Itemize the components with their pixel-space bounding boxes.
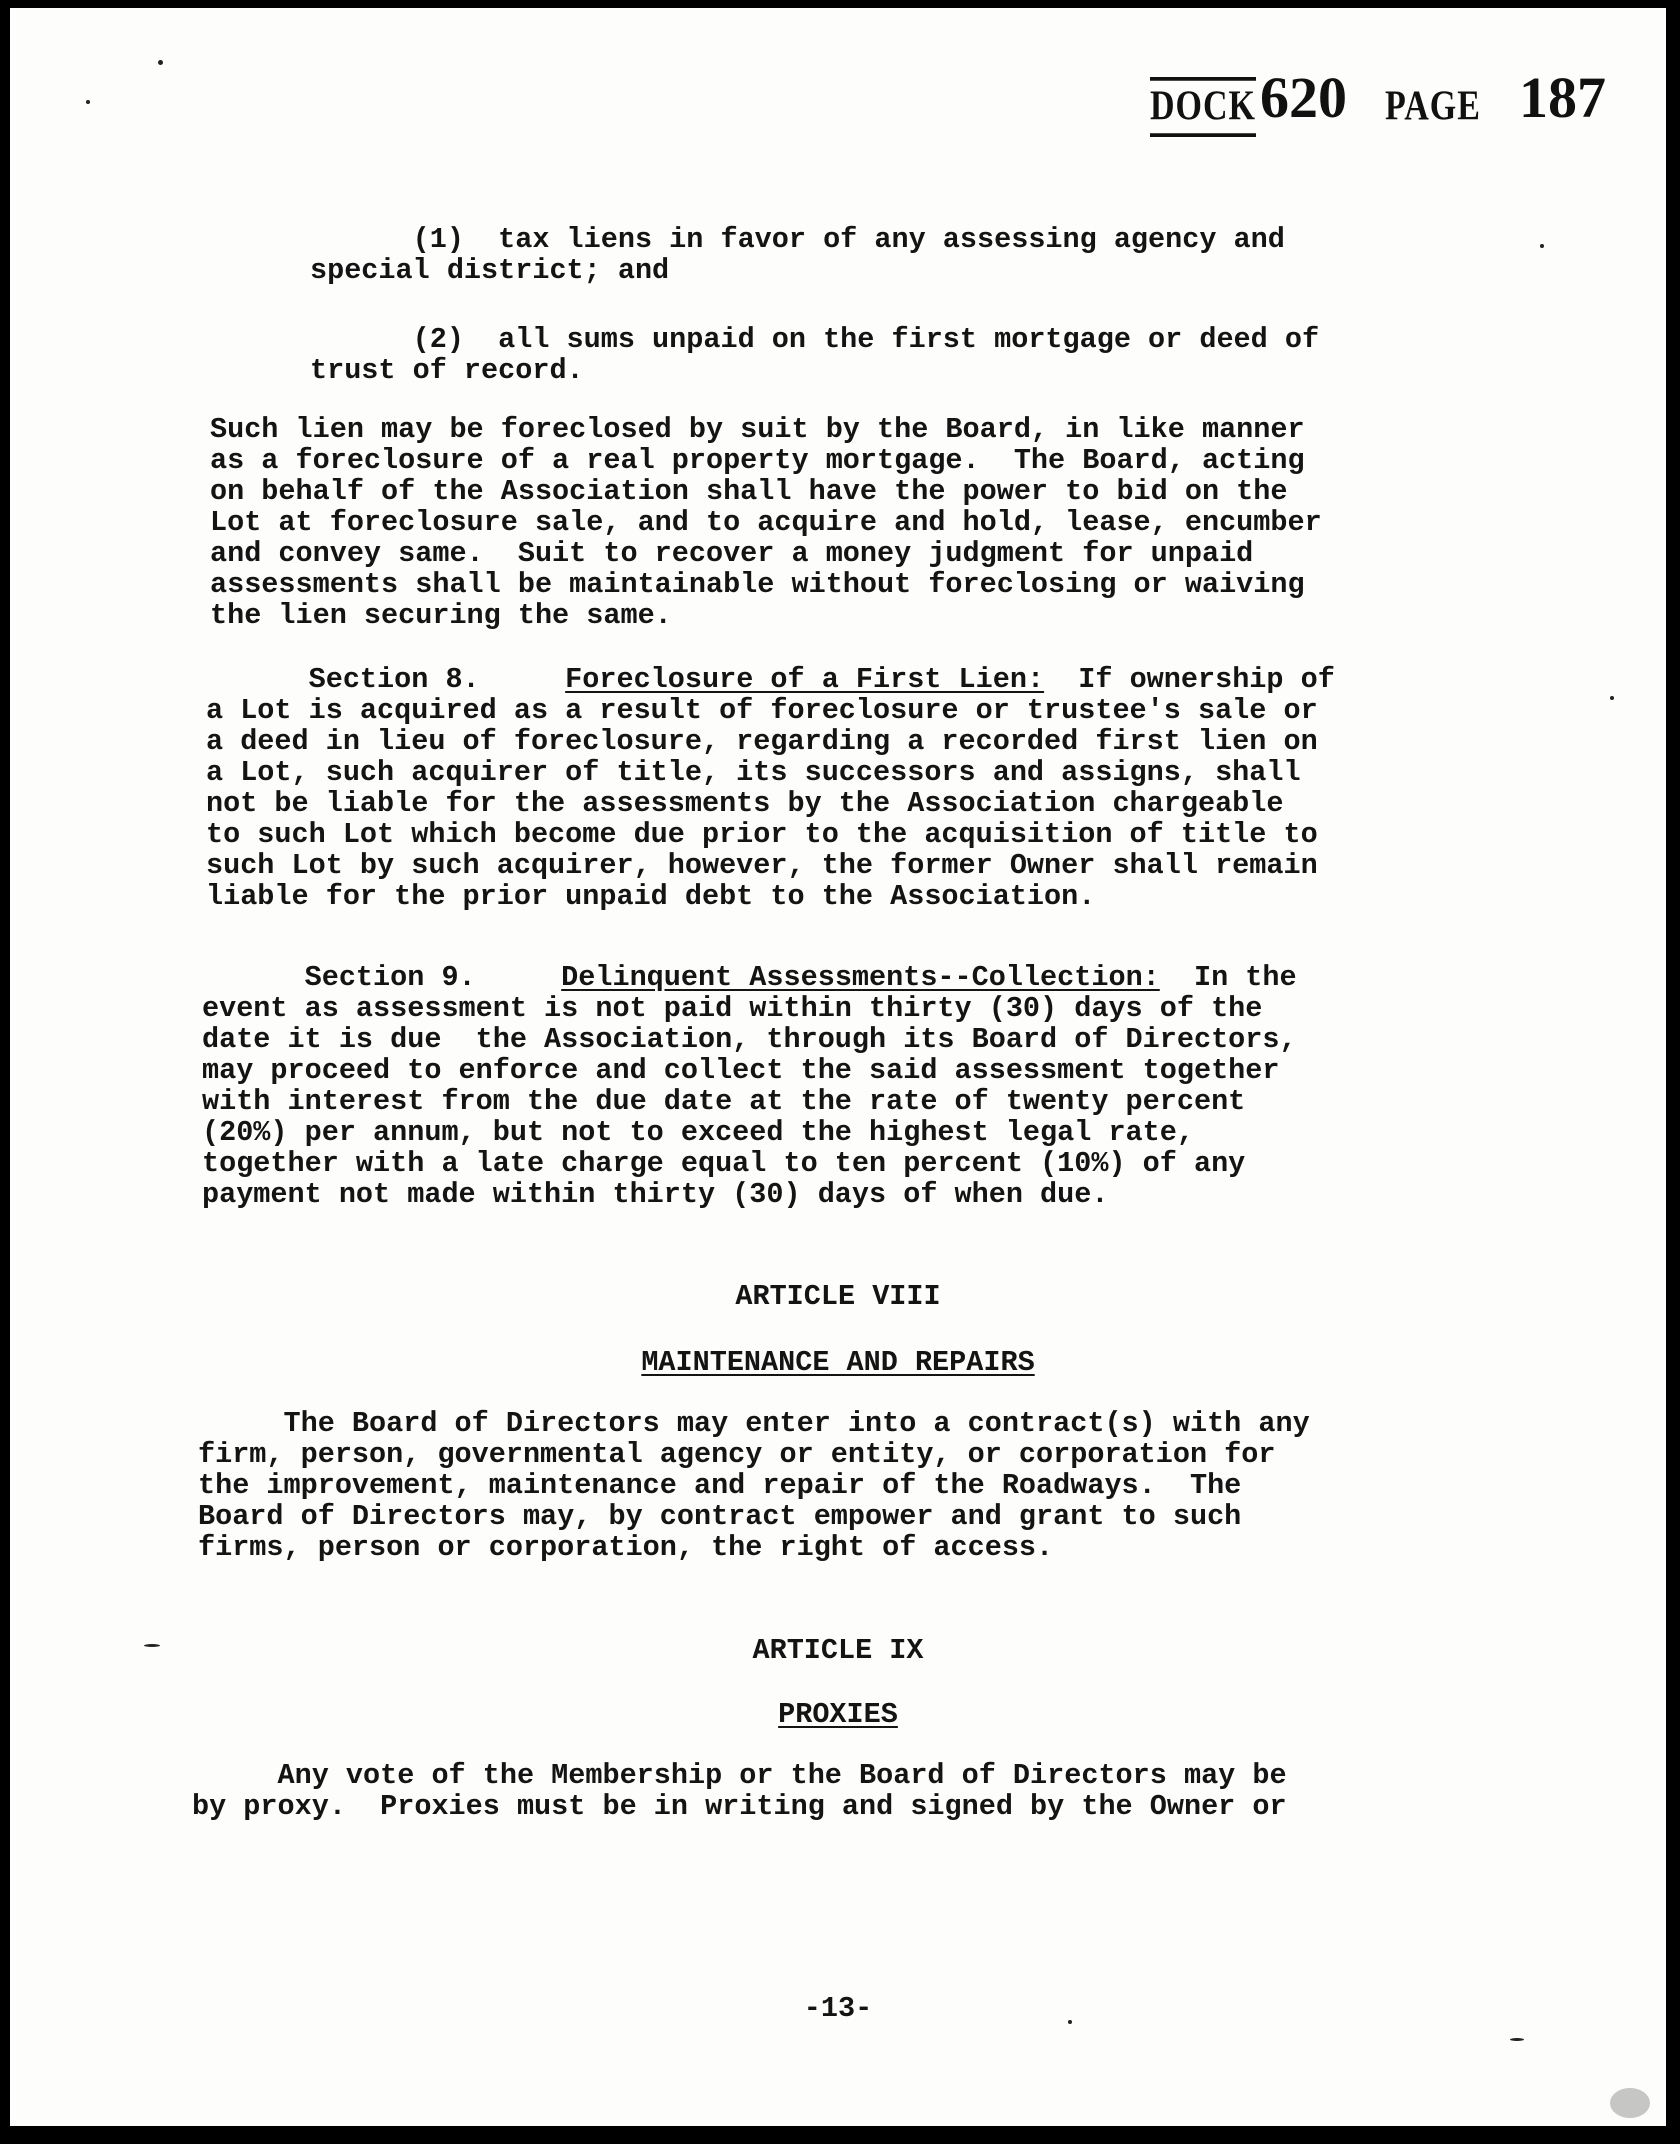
book-page-stamp [1150,64,1606,131]
section-9 [202,962,1297,1210]
clause-2: (2) all sums unpaid on the first mortgage or deed of trust of record. [310,323,1320,387]
book-label: DOCK [1150,77,1256,137]
book-number: 620 [1260,65,1347,130]
scan-speck [144,1644,160,1647]
article-9-title: ARTICLE IX [752,1634,924,1667]
section-9-heading: Delinquent Assessments--Collection: [561,961,1160,994]
scan-speck [86,100,90,104]
scan-noise [1610,2088,1650,2118]
scan-speck [1540,244,1544,248]
section-9-number: Section 9. [202,961,562,994]
article-8-heading-wrap [10,1346,1666,1379]
section-9-body: event as assessment is not paid within thirty (30) days of the date it is due the Association, through its Board of Directors, may proceed to enforce and collect the said assessment together with interest from the due date at the rate of twenty percent (20%) per annum, but not to exceed the highest legal rate, together with a late charge equal to ten percent (10%) of any payment not made within thirty (30) days of when due. [202,992,1297,1211]
stamp-page-number: 187 [1518,65,1606,130]
scan-speck [1068,2020,1072,2024]
scan-speck [1610,696,1614,700]
article-9-heading: PROXIES [778,1698,898,1731]
page-label: PAGE [1385,83,1481,130]
scan-speck [1510,2038,1524,2041]
section-8-heading: Foreclosure of a First Lien: [565,663,1045,696]
document-page [10,8,1666,2126]
article-9-body: Any vote of the Membership or the Board of Directors may be by proxy. Proxies must be in writing and signed by the Owner or [192,1759,1287,1823]
page-number: -13- [803,1992,873,2025]
section-8-body: a Lot is acquired as a result of foreclosure or trustee's sale or a deed in lieu of foreclosure, regarding a recorded first lien on a Lot, such acquirer of title, its successors and assigns, shall not be liable for the assessments by the Association chargeable to such Lot which become due prior to the acquisition of title to such Lot by such acquirer, however, the former Owner shall remain liable for the prior unpaid debt to the Association. [206,694,1318,913]
scan-speck [158,60,163,65]
section-8-number: Section 8. [206,663,566,696]
article-8-body: The Board of Directors may enter into a contract(s) with any firm, person, governmental agency or entity, or corporation for the improvement, maintenance and repair of the Roadways. The Board of Directors may, by contract empower and grant to such firms, person or corporation, the right of access. [198,1407,1310,1564]
lien-paragraph: Such lien may be foreclosed by suit by the Board, in like manner as a foreclosure of a real property mortgage. The Board, acting on behalf of the Association shall have the power to bid on the Lot at foreclosure sale, and to acquire and hold, lease, encumber and convey same. Suit to recover a money judgment for unpaid assessments shall be maintainable without foreclosing or waiving the lien securing the same. [210,413,1322,632]
section-8-lead: If ownership of [1044,663,1335,696]
article-9-heading-wrap [10,1698,1666,1731]
article-8-heading: MAINTENANCE AND REPAIRS [641,1346,1035,1379]
article-8-title: ARTICLE VIII [735,1280,941,1313]
clause-1: (1) tax liens in favor of any assessing agency and special district; and [310,223,1285,287]
section-8 [206,664,1335,912]
section-9-lead: In the [1159,961,1297,994]
